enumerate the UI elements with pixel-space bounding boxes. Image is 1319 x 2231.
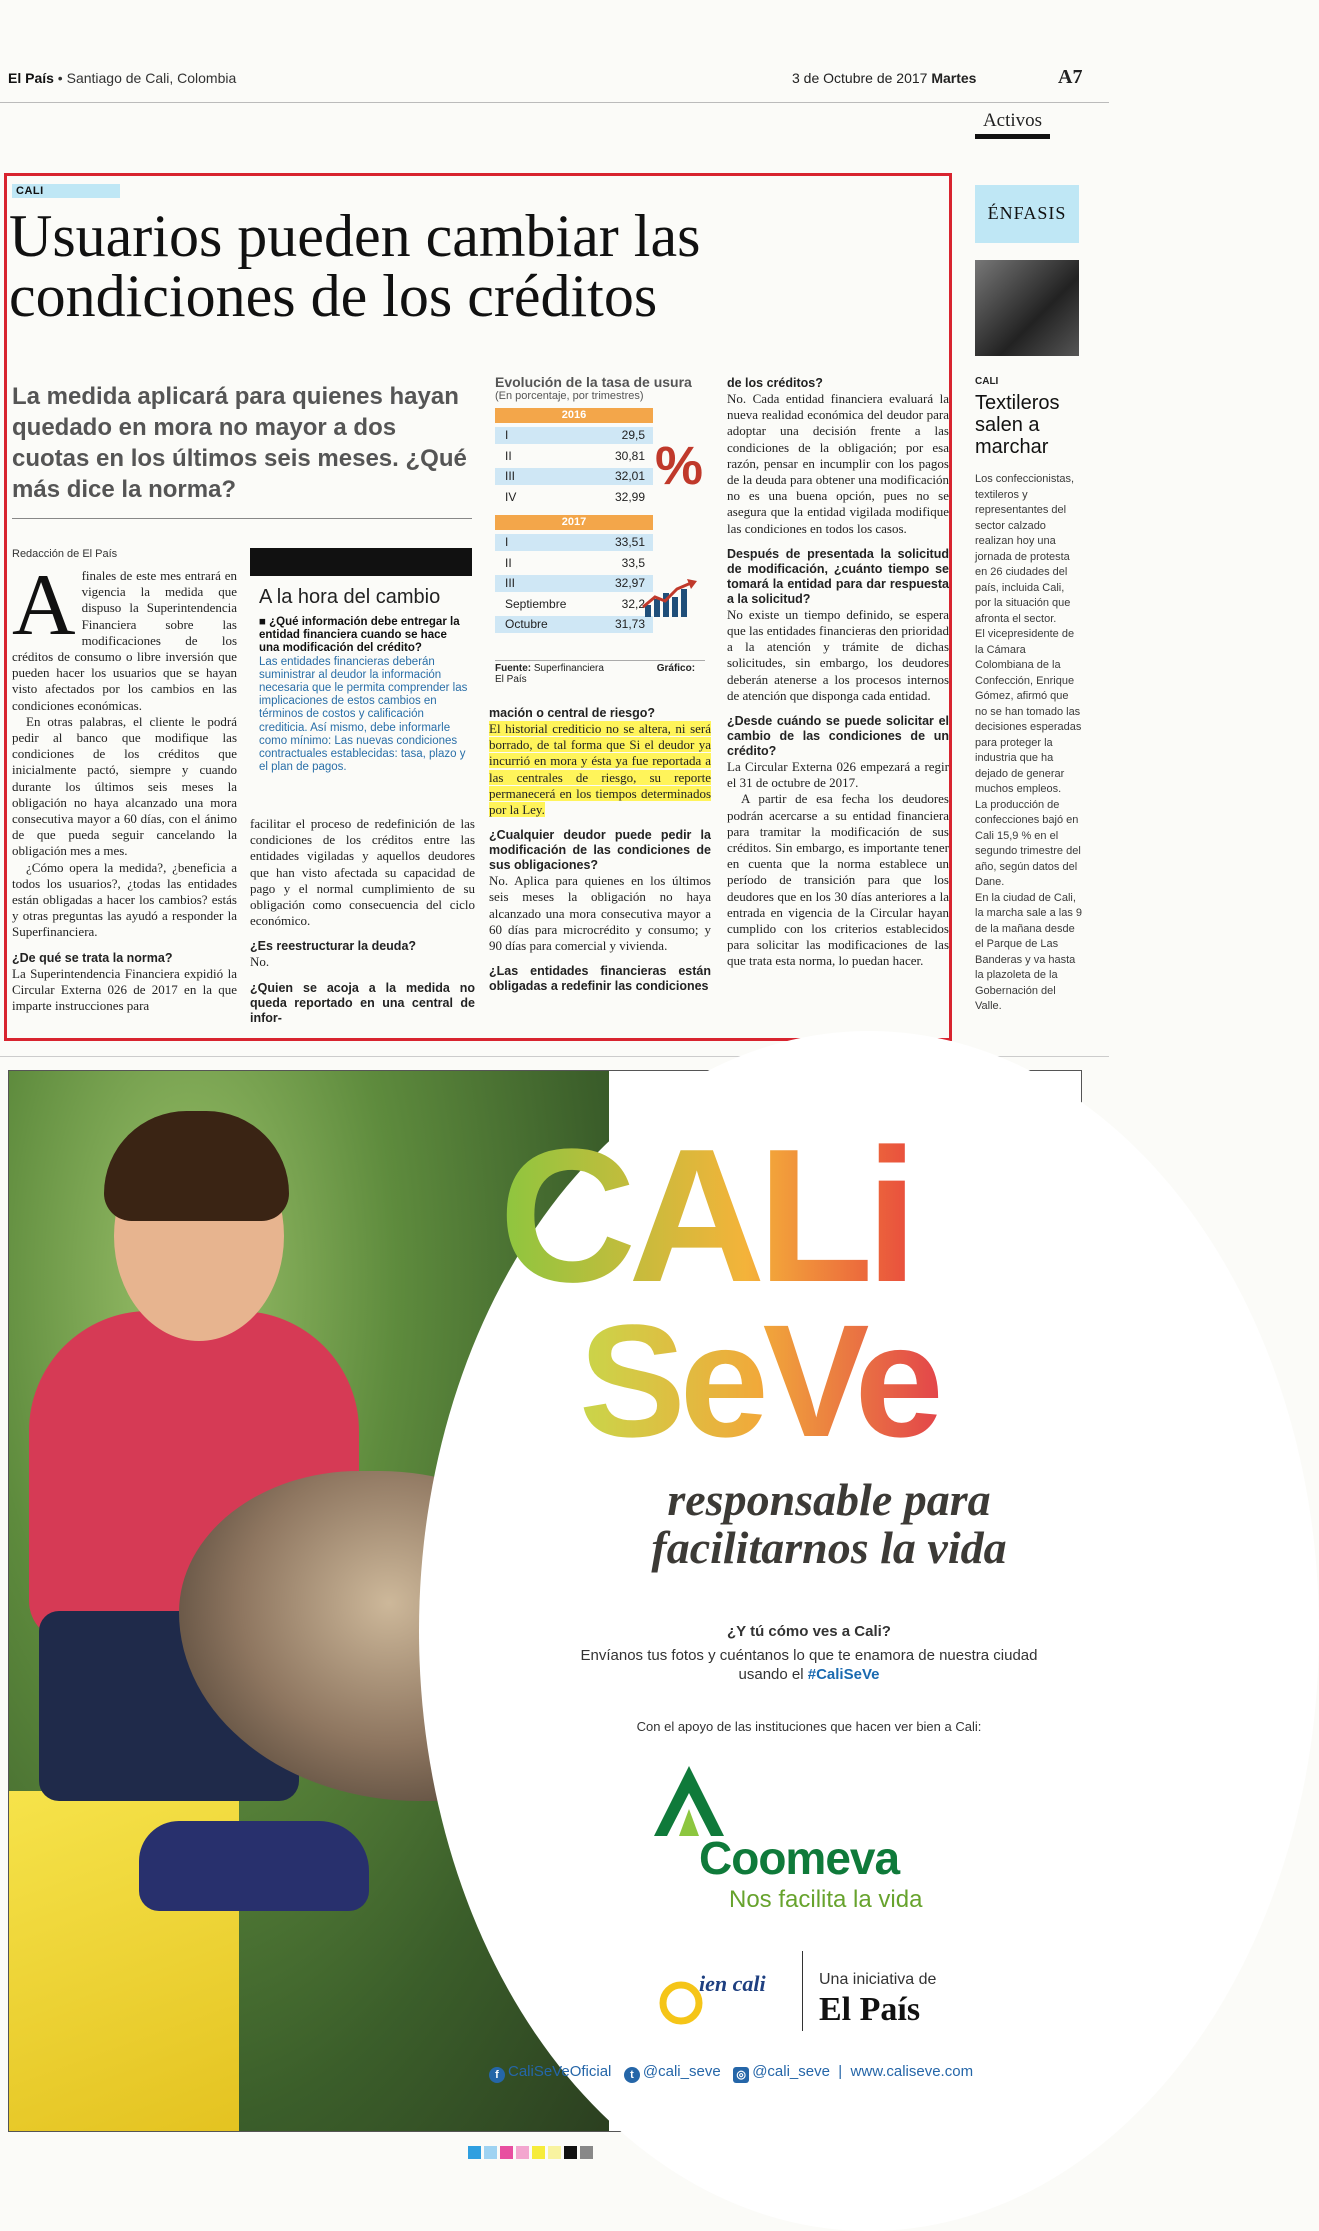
question: ¿De qué se trata la norma?: [12, 950, 173, 965]
initiative-label: Una iniciativa de: [819, 1971, 937, 1988]
box-header-bar: [250, 548, 472, 576]
info-box: [259, 616, 469, 774]
facebook-icon: f: [489, 2067, 505, 2083]
subhead-rule: [12, 518, 472, 519]
section-tab: Activos: [975, 110, 1050, 139]
box-title: A la hora del cambio: [259, 586, 441, 608]
question: Después de presentada la solicitud de modificación, ¿cuánto tiempo se tomará la entidad para dar respuesta a la solicitud?: [727, 546, 949, 606]
paragraph: En otras palabras, el cliente le podrá pedir al banco que modifique las condiciones de los créditos que inicialmente pactó, siempre y cuando durante los últimos seis meses la obligación no haya alcanzado una mora consecutiva mayor a 60 días, con el ánimo de que pueda seguir cancelando la obligación mes a mes.: [12, 713, 237, 859]
instagram-icon: ◎: [733, 2067, 749, 2083]
enfasis-tab: ÉNFASIS: [987, 203, 1067, 223]
chart-row: [495, 534, 653, 552]
svg-text:CALi: CALi: [499, 1110, 911, 1322]
publisher-logo: El País: [819, 1991, 921, 2028]
hashtag: #CaliSeVe: [807, 1666, 880, 1683]
question: ¿Las entidades financieras están obligadas a redefinir las condiciones: [489, 964, 711, 994]
svg-text:SeVe: SeVe: [579, 1291, 938, 1470]
chart-row: [495, 616, 653, 634]
date: 3 de Octubre de 2017: [792, 70, 928, 86]
chart-row: [495, 555, 653, 573]
row-label: II: [505, 448, 512, 463]
year-header-2017: 2017: [495, 515, 653, 530]
row-value: 33,51: [614, 535, 645, 549]
row-label: I: [505, 428, 509, 442]
logo-separator: [802, 1951, 803, 2031]
row-label: Septiembre: [505, 596, 567, 611]
ad-question: ¿Y tú cómo ves a Cali?: [727, 1623, 891, 1640]
sneaker: [139, 1821, 369, 1911]
svg-text:%: %: [655, 436, 704, 496]
page-number: A7: [1058, 66, 1083, 88]
ad-support: Con el apoyo de las instituciones que hacen ver bien a Cali:: [636, 1719, 982, 1734]
answer: No. Cada entidad financiera evaluará la nueva realidad económica del deudor para adoptar una decisión frente a las condiciones de la obligación; por esa razón, pensar en incumplir con los pagos de la deuda para obtener una modificación no es una buena opción, pues no se asegura que la entidad vigilada modifique las condiciones en todos los casos.: [727, 391, 949, 536]
row-label: I: [505, 535, 509, 549]
row-value: 33,5: [621, 555, 645, 570]
paragraph: ¿Cómo opera la medida?, ¿beneficia a todos los usuarios?, ¿todas las entidades están obligadas a hacer los cambios? estás y otras preguntas las ayudó a responder la Superfinanciera.: [12, 859, 237, 940]
dropcap: A: [12, 557, 76, 654]
right-headline: Textileros salen a marchar: [975, 392, 1060, 458]
headline: Usuarios pueden cambiar las condiciones de los créditos: [9, 203, 701, 329]
article-column-1: [12, 557, 237, 1014]
workshop-photo: [975, 260, 1079, 356]
paragraph: A partir de esa fecha los deudores podrán acercarse a su entidad financiera para tramitar la modificación de sus créditos. Sin embargo, es importante tener en cuenta que la norma establece un período de transición para que los deudores que en los 30 días anteriores a la entrada en vigencia de la Circular hayan cumplido con los criterios establecidos para solicitar las modificaciones de las que trata esta norma, lo puedan hacer.: [727, 791, 949, 969]
paragraph: En la ciudad de Cali, la marcha sale a las 9 de la mañana desde el Parque de Las Banderas y va hasta la plazoleta de la Gobernación del Valle.: [975, 891, 1082, 1012]
location: Santiago de Cali, Colombia: [66, 70, 237, 86]
paragraph: Los confeccionistas, textileros y representantes del sector calzado realizan hoy una jornada de protesta en 26 ciudades del país, incluida Cali, por la situación que afronta el sector.: [975, 473, 1075, 625]
subhead: La medida aplicará para quienes hayan quedado en mora no mayor a dos cuotas en los últimos seis meses. ¿Qué más dice la norma?: [12, 383, 467, 503]
sponsor-name: Coomeva: [699, 1832, 900, 1884]
row-label: IV: [505, 489, 517, 504]
masthead-rule: [0, 102, 1109, 103]
row-value: 31,73: [614, 617, 645, 631]
paragraph: El vicepresidente de la Cámara Colombiana de la Confección, Enrique Gómez, afirmó que no se han tomado las decisiones esperadas para proteger la industria que ha dejado de generar muchos empleos.: [975, 628, 1082, 795]
question: de los créditos?: [727, 376, 823, 390]
chart-row: [495, 427, 653, 445]
question: ¿Cualquier deudor puede pedir la modificación de las condiciones de sus obligaciones?: [489, 828, 711, 873]
twitter-handle[interactable]: @cali_seve: [642, 2063, 721, 2080]
rising-chart-icon: [641, 579, 701, 619]
box-answer: Las entidades financieras deberán suministrar al deudor la información necesaria que le permita comprender las implicaciones de estos cambios en términos de costos y calificación crediticia. Así mismo, debe informarle como mínimo: Las nuevas condiciones contractuales establecidas: tasa, plazo y el plan de pagos.: [259, 655, 468, 774]
twitter-icon: t: [624, 2067, 640, 2083]
question: mación o central de riesgo?: [489, 706, 656, 720]
row-label: II: [505, 555, 512, 570]
article-column-2: [250, 816, 475, 1026]
byline: Redacción de El País: [12, 548, 118, 560]
question: ¿Es reestructurar la deuda?: [250, 939, 417, 954]
masthead-date: [792, 70, 976, 86]
chart-row: [495, 489, 653, 507]
row-label: III: [505, 576, 516, 590]
chart-subtitle: (En porcentaje, por trimestres): [495, 390, 644, 402]
row-value: 32,97: [614, 576, 645, 590]
answer: La Circular Externa 026 empezará a regir el 31 de octubre de 2017.: [727, 759, 949, 791]
row-value: 32,01: [614, 469, 645, 483]
lead-paragraph: finales de este mes entrará en vigencia la medida que dispuso la Superintendencia Financiera sobre las modificaciones de los créditos de consumo o libre inversión que pueden hacer los usuarios que se hayan visto afectados por los cambios en las condiciones económicas.: [12, 568, 237, 713]
question: ¿Desde cuándo se puede solicitar el cambio de las condiciones de un crédito?: [727, 714, 949, 759]
chart-row: [495, 448, 653, 466]
row-value: 29,5: [621, 428, 645, 442]
main-article: [4, 173, 952, 1041]
row-label: Octubre: [505, 617, 548, 631]
answer-highlighted: El historial crediticio no se altera, ni será borrado, de tal forma que Si el deudor ya incurrió en mora y ésta ya fue reportada a las centrales de riesgo, su reporte permanecerá en los tiempos determinados por la Ley.: [489, 721, 711, 818]
paragraph: La producción de confecciones bajó en Cali 15,9 % en el segundo trimestre del año, según datos del Dane.: [975, 798, 1081, 888]
article-section: CALI: [12, 184, 120, 198]
row-value: 32,2: [621, 596, 645, 611]
instagram-handle[interactable]: @cali_seve: [752, 2063, 830, 2080]
website-link[interactable]: www.caliseve.com: [850, 2063, 974, 2080]
chart-row: [495, 468, 653, 486]
answer: No.: [250, 954, 270, 970]
svg-text:ien cali: ien cali: [699, 1971, 766, 1996]
masthead-left: El País • Santiago de Cali, Colombia: [8, 70, 237, 86]
answer: La Superintendencia Financiera expidió la Circular Externa 026 de 2017 en la que imparte instrucciones para: [12, 965, 237, 1014]
row-value: 30,81: [614, 448, 645, 463]
weekday: Martes: [931, 70, 977, 86]
ad-tagline: responsable para facilitarnos la vida: [651, 1474, 1007, 1573]
right-section: CALI: [975, 376, 999, 387]
coomeva-logo-icon: [649, 1761, 729, 1841]
row-value: 32,99: [614, 489, 645, 504]
answer: No. Aplica para quienes en los últimos seis meses la obligación no haya alcanzado una mora consecutiva mayor a 60 días para microcrédito y consumo; y 90 días para comercial y vivienda.: [489, 873, 711, 954]
social-links: f CaliSeVeOficial t @cali_seve ◎ @cali_seve | www.caliseve.com: [489, 2063, 1059, 2083]
row-label: III: [505, 469, 516, 483]
answer: facilitar el proceso de redefinición de las condiciones de los créditos entre las entidades vigiladas y aquellos deudores que han visto afectada su capacidad de pago y el normal cumplimiento de su obligación como consecuencia del ciclo económico.: [250, 816, 475, 929]
paper-name: El País: [8, 70, 54, 86]
question: ¿Quien se acoja a la medida no queda reportado en una central de infor-: [250, 980, 475, 1025]
article-column-3: [489, 706, 711, 994]
chart-title: Evolución de la tasa de usura: [495, 374, 692, 390]
usury-rate-chart: [495, 374, 713, 685]
bien-cali-logo: [659, 1961, 779, 2031]
sponsor-slogan: Nos facilita la vida: [729, 1886, 923, 1913]
right-body: [975, 472, 1083, 1015]
print-color-swatches: [468, 2146, 596, 2164]
article-column-4: [727, 376, 949, 970]
facebook-handle[interactable]: CaliSeVeOficial: [508, 2063, 612, 2080]
cali-seve-ad: [8, 1070, 1082, 2132]
cali-seve-logo: [489, 1110, 1049, 1470]
chart-row: [495, 596, 653, 614]
chart-row: [495, 575, 653, 593]
chart-credits: Fuente: Superfinanciera Gráfico: El País: [495, 660, 705, 685]
answer: No existe un tiempo definido, se espera que las entidades financieras den prioridad a la atención y trámite de dichas solicitudes, sin embargo, los deudores deberán atenerse a los procesos internos de atención que disponga cada entidad.: [727, 606, 949, 703]
ad-text: Envíanos tus fotos y cuéntanos lo que te enamora de nuestra ciudad usando el #CaliSeVe: [580, 1647, 1038, 1683]
year-header-2016: 2016: [495, 408, 653, 423]
percent-icon: [651, 436, 704, 496]
box-question: ■ ¿Qué información debe entregar la entidad financiera cuando se hace una modificación del crédito?: [259, 616, 460, 655]
